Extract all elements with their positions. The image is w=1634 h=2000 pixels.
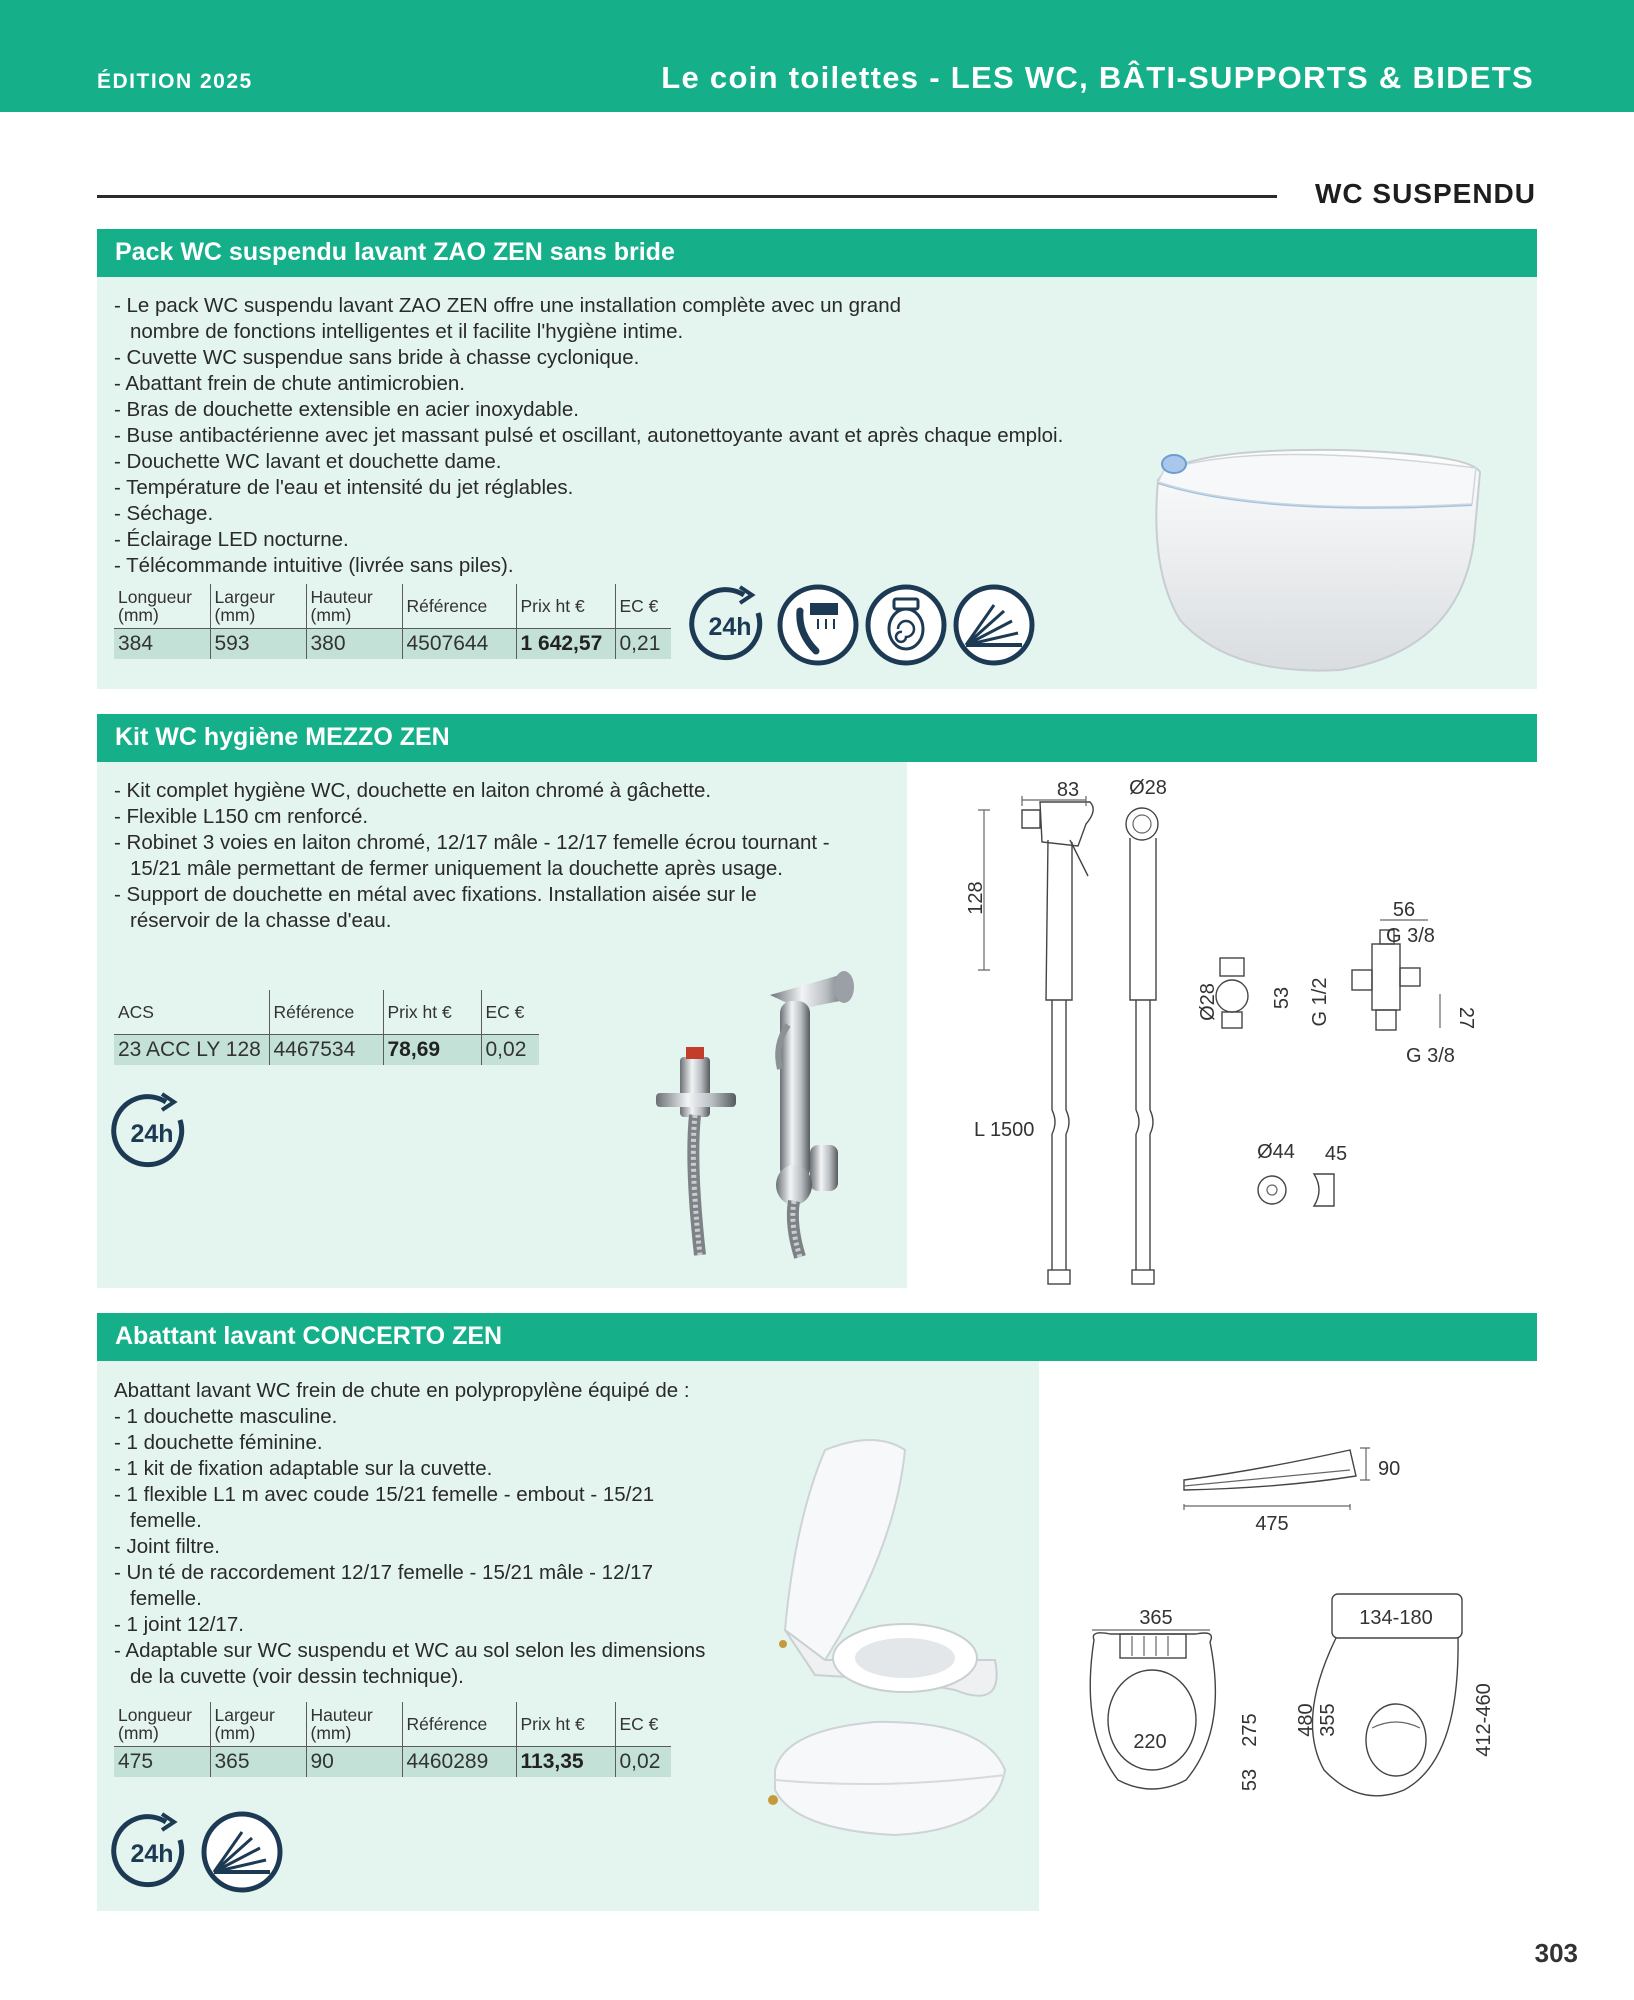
table-cell: 0,21 [615, 628, 671, 659]
dim-480: 480 [1295, 1703, 1317, 1737]
feature-item: - 1 douchette masculine. [114, 1405, 338, 1428]
dim-56: 56 [1392, 899, 1416, 921]
product-1-title-bar [97, 229, 1537, 277]
table-header: EC € [481, 990, 539, 1034]
intro-text: Abattant lavant WC frein de chute en polypropylène équipé de : [114, 1379, 690, 1402]
table-header: Prix ht € [516, 1702, 615, 1746]
24h-delivery-icon [688, 583, 772, 667]
feature-item: - Télécommande intuitive (livrée sans piles). [114, 554, 514, 577]
table-cell: 365 [210, 1746, 306, 1777]
feature-item: - Le pack WC suspendu lavant ZAO ZEN offre une installation complète avec un grand nombre de fonctions intelligentes et il facilite l'hygiène intime. [114, 294, 902, 343]
page-number: 303 [1534, 1938, 1578, 1968]
24h-delivery-icon [110, 1810, 194, 1894]
soft-close-icon [200, 1810, 284, 1894]
table-cell: 0,02 [615, 1746, 671, 1777]
cyclonic-flush-icon [864, 583, 948, 667]
table-cell: 4507644 [402, 628, 516, 659]
product-3-title-bar [97, 1313, 1537, 1361]
feature-item: - 1 kit de fixation adaptable sur la cuvette. [114, 1457, 493, 1480]
product-3-title: Abattant lavant CONCERTO ZEN [115, 1322, 503, 1350]
dim-d28: Ø28 [1129, 777, 1167, 799]
dim-g12: G 1/2 [1309, 977, 1331, 1027]
dim-134-180: 134-180 [1359, 1607, 1433, 1629]
24h-label: 24h [130, 1840, 174, 1868]
feature-item: - Buse antibactérienne avec jet massant pulsé et oscillant, autonettoyante avant et après chaque emploi. [114, 424, 1064, 447]
table-header: Largeur (mm) [210, 584, 306, 628]
table-header: Référence [269, 990, 383, 1034]
dim-45: 45 [1324, 1143, 1348, 1165]
table-cell: 475 [114, 1746, 210, 1777]
24h-delivery-icon [110, 1090, 194, 1174]
table-cell: 0,02 [481, 1034, 539, 1065]
table-header: EC € [615, 584, 671, 628]
table-header: Hauteur (mm) [306, 1702, 402, 1746]
table-header: Largeur (mm) [210, 1702, 306, 1746]
table-header: Prix ht € [516, 584, 615, 628]
dim-83: 83 [1056, 779, 1080, 801]
feature-item: - 1 douchette féminine. [114, 1431, 323, 1454]
dim-365: 365 [1139, 1607, 1173, 1629]
shower-jet-icon [776, 583, 860, 667]
dim-g38-top: G 3/8 [1386, 925, 1435, 947]
feature-item: - Douchette WC lavant et douchette dame. [114, 450, 502, 473]
dim-412-460: 412-460 [1473, 1683, 1495, 1757]
table-header: ACS [114, 990, 269, 1034]
table-header: Référence [402, 1702, 516, 1746]
product-1-spec-table [114, 584, 671, 659]
table-cell: 4460289 [402, 1746, 516, 1777]
24h-label: 24h [130, 1120, 174, 1148]
feature-item: - 1 joint 12/17. [114, 1613, 244, 1636]
section-title: WC SUSPENDU [1314, 178, 1536, 209]
dim-g38-bottom: G 3/8 [1406, 1045, 1455, 1067]
dim-l1500: L 1500 [974, 1119, 1035, 1141]
edition-label: ÉDITION 2025 [97, 70, 253, 93]
24h-label: 24h [708, 613, 752, 641]
hygiene-shower-kit-image [640, 965, 860, 1260]
dim-475: 475 [1255, 1513, 1289, 1535]
dim-53: 53 [1271, 986, 1293, 1010]
dim-d28-valve: Ø28 [1197, 983, 1219, 1021]
feature-item: - Éclairage LED nocturne. [114, 528, 349, 551]
soft-close-icon [952, 583, 1036, 667]
product-2-title: Kit WC hygiène MEZZO ZEN [115, 723, 450, 751]
table-cell: 593 [210, 628, 306, 659]
feature-item: - Abattant frein de chute antimicrobien. [114, 372, 465, 395]
feature-item: - Séchage. [114, 502, 214, 525]
dim-220: 220 [1133, 1731, 1167, 1753]
table-cell: 384 [114, 628, 210, 659]
table-header: Longueur (mm) [114, 1702, 210, 1746]
feature-item: - Kit complet hygiène WC, douchette en laiton chromé à gâchette. [114, 779, 712, 802]
wall-hung-toilet-image [1140, 420, 1500, 685]
feature-item: - Flexible L150 cm renforcé. [114, 805, 369, 828]
feature-item: - Adaptable sur WC suspendu et WC au sol selon les dimensions de la cuvette (voir dessin technique). [114, 1639, 706, 1688]
dim-53: 53 [1239, 1768, 1261, 1792]
product-1-title: Pack WC suspendu lavant ZAO ZEN sans bride [115, 238, 675, 266]
washing-seat-technical-drawing [1060, 1430, 1495, 1810]
product-1-features [114, 293, 1064, 579]
product-3-spec-table [114, 1702, 671, 1777]
feature-item: - Support de douchette en métal avec fixations. Installation aisée sur le réservoir de la chasse d'eau. [114, 883, 757, 932]
feature-item: - Cuvette WC suspendue sans bride à chasse cyclonique. [114, 346, 640, 369]
feature-item: - 1 flexible L1 m avec coude 15/21 femelle - embout - 15/21 femelle. [114, 1483, 655, 1532]
feature-item: - Robinet 3 voies en laiton chromé, 12/17 mâle - 12/17 femelle écrou tournant - 15/21 mâle permettant de fermer uniquement la douchette après usage. [114, 831, 830, 880]
table-cell: 4467534 [269, 1034, 383, 1065]
table-cell: 380 [306, 628, 402, 659]
chapter-title: Le coin toilettes - LES WC, BÂTI-SUPPORTS & BIDETS [661, 60, 1534, 95]
product-2-title-bar [97, 714, 1537, 762]
price-cell: 113,35 [516, 1746, 615, 1777]
hygiene-kit-technical-drawing [960, 770, 1490, 1290]
table-header: Hauteur (mm) [306, 584, 402, 628]
product-2-features [114, 778, 874, 934]
dim-27: 27 [1455, 1006, 1477, 1030]
dim-275: 275 [1239, 1713, 1261, 1747]
table-cell: 90 [306, 1746, 402, 1777]
feature-item: - Un té de raccordement 12/17 femelle - 15/21 mâle - 12/17 femelle. [114, 1561, 653, 1610]
dim-d44: Ø44 [1257, 1141, 1295, 1163]
table-header: Prix ht € [383, 990, 481, 1034]
dim-128: 128 [965, 881, 987, 915]
feature-item: - Température de l'eau et intensité du jet réglables. [114, 476, 574, 499]
price-cell: 78,69 [383, 1034, 481, 1065]
product-3-features [114, 1378, 794, 1690]
table-header: Longueur (mm) [114, 584, 210, 628]
table-header: EC € [615, 1702, 671, 1746]
product-2-spec-table [114, 990, 539, 1065]
dim-90: 90 [1378, 1458, 1401, 1480]
section-rule [97, 195, 1277, 198]
feature-item: - Joint filtre. [114, 1535, 220, 1558]
table-cell: 23 ACC LY 128 [114, 1034, 269, 1065]
dim-355: 355 [1317, 1703, 1339, 1737]
price-cell: 1 642,57 [516, 628, 615, 659]
feature-item: - Bras de douchette extensible en acier inoxydable. [114, 398, 579, 421]
washing-seat-image [755, 1430, 1015, 1850]
table-header: Référence [402, 584, 516, 628]
